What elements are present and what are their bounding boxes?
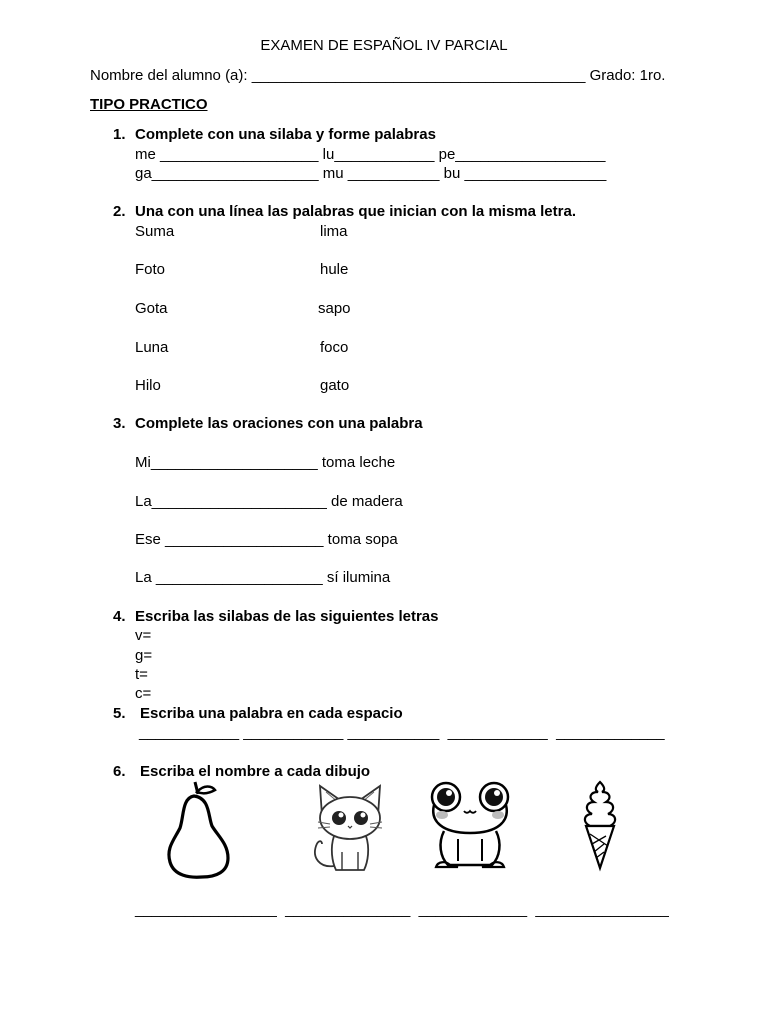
q3-sentence: La ____________________ sí ilumina bbox=[135, 569, 391, 586]
q3-prompt: Complete las oraciones con una palabra bbox=[135, 415, 423, 432]
q1-line-1: me ___________________ lu____________ pe__________________ bbox=[135, 146, 606, 163]
q2-right-word: foco bbox=[320, 339, 349, 356]
q2-right-word: lima bbox=[320, 223, 348, 240]
q3-sentence: La_____________________ de madera bbox=[135, 493, 403, 510]
q4-letter: c= bbox=[135, 685, 152, 702]
q5-number: 5. bbox=[113, 705, 126, 722]
q2-left-word: Suma bbox=[135, 223, 175, 240]
q2-left-word: Luna bbox=[135, 339, 169, 356]
q5-prompt: Escriba una palabra en cada espacio bbox=[140, 705, 403, 722]
q1-prompt: Complete con una silaba y forme palabras bbox=[135, 126, 436, 143]
q4-prompt: Escriba las silabas de las siguientes letras bbox=[135, 608, 439, 625]
q4-letter: v= bbox=[135, 627, 152, 644]
ice-cream-cone-drawing bbox=[578, 780, 624, 870]
q4-letter: t= bbox=[135, 666, 148, 683]
exam-title: EXAMEN DE ESPAÑOL IV PARCIAL bbox=[260, 37, 508, 54]
q6-prompt: Escriba el nombre a cada dibujo bbox=[140, 763, 371, 780]
section-title: TIPO PRACTICO bbox=[90, 96, 208, 113]
q2-right-word: gato bbox=[320, 377, 350, 394]
q1-line-2: ga____________________ mu ___________ bu _________________ bbox=[135, 165, 607, 182]
q2-right-word: hule bbox=[320, 261, 349, 278]
q4-number: 4. bbox=[113, 608, 126, 625]
q6-number: 6. bbox=[113, 763, 126, 780]
q2-number: 2. bbox=[113, 203, 126, 220]
kitten-drawing bbox=[310, 782, 390, 874]
pear-drawing bbox=[160, 780, 245, 880]
q5-blanks: ____________ ____________ ___________ ____________ _____________ bbox=[139, 724, 665, 741]
q1-number: 1. bbox=[113, 126, 126, 143]
q3-number: 3. bbox=[113, 415, 126, 432]
student-name-line: Nombre del alumno (a): ________________________________________ Grado: 1ro. bbox=[90, 67, 666, 84]
q2-left-word: Foto bbox=[135, 261, 166, 278]
frog-drawing bbox=[428, 777, 512, 873]
q2-right-word: sapo bbox=[318, 300, 351, 317]
q2-prompt: Una con una línea las palabras que inician con la misma letra. bbox=[135, 203, 576, 220]
q6-blanks: _________________ _______________ _____________ ________________ bbox=[135, 901, 669, 918]
q2-left-word: Hilo bbox=[135, 377, 161, 394]
q4-letter: g= bbox=[135, 647, 153, 664]
q2-left-word: Gota bbox=[135, 300, 168, 317]
q3-sentence: Ese ___________________ toma sopa bbox=[135, 531, 398, 548]
q3-sentence: Mi____________________ toma leche bbox=[135, 454, 396, 471]
